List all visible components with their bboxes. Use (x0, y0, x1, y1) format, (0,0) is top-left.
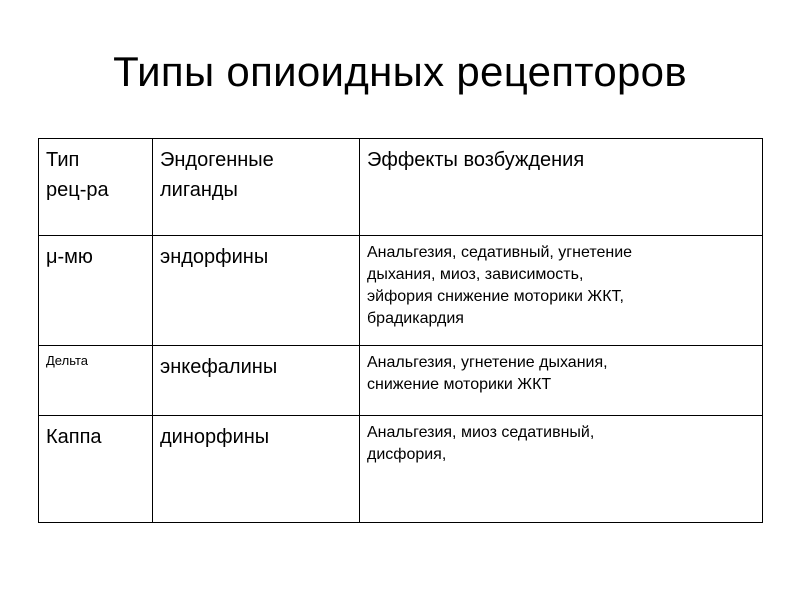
receptor-table (38, 138, 763, 523)
effects-cell (360, 416, 763, 523)
effects-line: дыхания, миоз, зависимость, (367, 266, 584, 283)
receptor-type: Дельта (46, 353, 88, 368)
effects-line: снижение моторики ЖКТ (367, 376, 552, 393)
header-effects (360, 139, 763, 236)
header-receptor-type (39, 139, 153, 236)
header-receptor-type-line1: Тип (46, 149, 80, 171)
header-receptor-type-line2: рец-ра (46, 179, 109, 201)
ligand-cell (153, 416, 360, 523)
slide-title: Типы опиоидных рецепторов (113, 48, 687, 95)
header-ligands-line2: лиганды (160, 179, 238, 201)
ligand: динорфины (160, 426, 270, 448)
effects-cell (360, 346, 763, 416)
effects-line: эйфория снижение моторики ЖКТ, (367, 288, 624, 305)
ligand: эндорфины (160, 246, 269, 268)
receptor-type-cell (39, 236, 153, 346)
ligand: энкефалины (160, 356, 278, 378)
receptor-type-cell (39, 416, 153, 523)
header-effects-text: Эффекты возбуждения (367, 149, 585, 171)
table-row (39, 236, 763, 346)
table-header-row (39, 139, 763, 236)
receptor-type: Каппа (46, 426, 102, 448)
effects-cell (360, 236, 763, 346)
receptor-type-cell (39, 346, 153, 416)
effects-line: Анальгезия, миоз седативный, (367, 424, 595, 441)
header-endogenous-ligands (153, 139, 360, 236)
effects-line: Анальгезия, седативный, угнетение (367, 244, 633, 261)
table-row (39, 346, 763, 416)
header-ligands-line1: Эндогенные (160, 149, 274, 171)
table-row (39, 416, 763, 523)
ligand-cell (153, 346, 360, 416)
effects-line: Анальгезия, угнетение дыхания, (367, 354, 608, 371)
effects-line: брадикардия (367, 310, 464, 327)
ligand-cell (153, 236, 360, 346)
effects-line: дисфория, (367, 446, 447, 463)
receptor-type: μ-мю (46, 246, 93, 268)
